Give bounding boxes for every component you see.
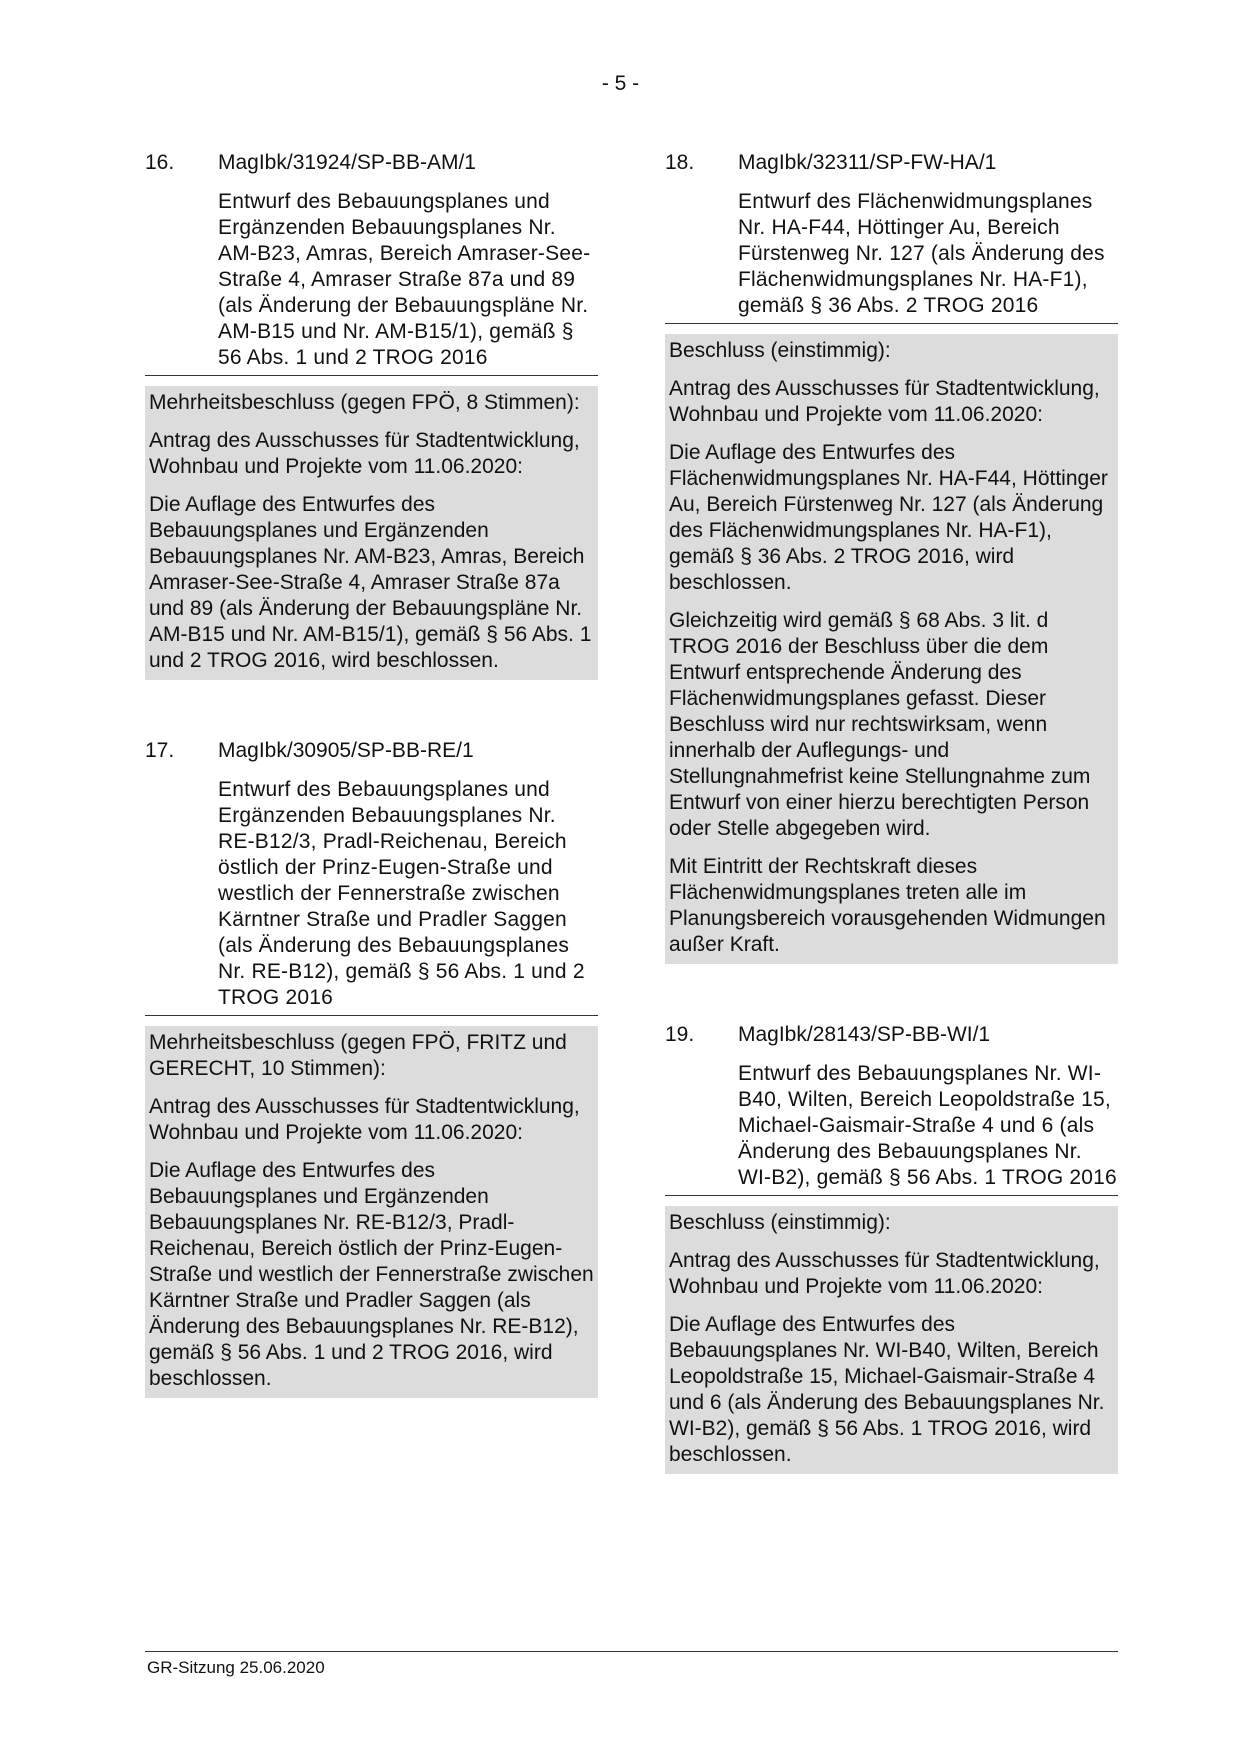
decision-text: Die Auflage des Entwurfes des Bebauungsplanes und Ergänzenden Bebauungsplanes Nr. RE-B12/3, Pradl-Reichenau, Bereich östlich der Prinz-Eugen-Straße und westlich der Fennerstraße zwischen Kärntner Straße und Pradler Saggen (als Änderung des Bebauungsplanes Nr. RE-B12), gemäß § 56 Abs. 1 und 2 TROG 2016, wird beschlossen. <box>149 1159 594 1390</box>
decision-text: Die Auflage des Entwurfes des Flächenwidmungsplanes Nr. HA-F44, Höttinger Au, Bereich Fürstenweg Nr. 127 (als Änderung des Flächenwidmungsplanes Nr. HA-F1), gemäß § 36 Abs. 2 TROG 2016, wird beschlossen. <box>669 441 1108 594</box>
item-number: 18. <box>665 151 695 174</box>
motion: Antrag des Ausschusses für Stadtentwicklung, Wohnbau und Projekte vom 11.06.2020: <box>669 1249 1100 1298</box>
item-number: 19. <box>665 1023 695 1046</box>
motion: Antrag des Ausschusses für Stadtentwicklung, Wohnbau und Projekte vom 11.06.2020: <box>149 1095 580 1144</box>
decision-box <box>665 334 1118 964</box>
footer-divider <box>145 1651 1118 1652</box>
item-number: 16. <box>145 151 175 174</box>
agenda-item-18 <box>665 150 1118 964</box>
divider <box>665 1195 1118 1196</box>
item-reference: MagIbk/31924/SP-BB-AM/1 <box>218 151 476 174</box>
footer-text: GR-Sitzung 25.06.2020 <box>147 1658 325 1677</box>
decision-box <box>145 386 598 680</box>
divider <box>145 1015 598 1016</box>
decision-type: Beschluss (einstimmig): <box>669 339 891 362</box>
motion: Antrag des Ausschusses für Stadtentwicklung, Wohnbau und Projekte vom 11.06.2020: <box>149 429 580 478</box>
motion: Antrag des Ausschusses für Stadtentwicklung, Wohnbau und Projekte vom 11.06.2020: <box>669 377 1100 426</box>
decision-type: Mehrheitsbeschluss (gegen FPÖ, 8 Stimmen): <box>149 391 580 414</box>
decision-box <box>145 1026 598 1398</box>
left-column <box>145 150 598 1456</box>
item-reference: MagIbk/30905/SP-BB-RE/1 <box>218 739 474 762</box>
decision-text-3: Mit Eintritt der Rechtskraft dieses Flächenwidmungsplanes treten alle im Planungsbereich vorausgehenden Widmungen außer Kraft. <box>669 855 1106 956</box>
item-reference: MagIbk/28143/SP-BB-WI/1 <box>738 1023 991 1046</box>
agenda-item-17 <box>145 738 598 1398</box>
divider <box>145 375 598 376</box>
item-number: 17. <box>145 739 175 762</box>
item-description: Entwurf des Bebauungsplanes und Ergänzenden Bebauungsplanes Nr. AM-B23, Amras, Bereich Amraser-See-Straße 4, Amraser Straße 87a und 89 (als Änderung der Bebauungspläne Nr. AM-B15 und Nr. AM-B15/1), gemäß § 56 Abs. 1 und 2 TROG 2016 <box>218 190 591 369</box>
item-description: Entwurf des Flächenwidmungsplanes Nr. HA-F44, Höttinger Au, Bereich Fürstenweg Nr. 127 (als Änderung des Flächenwidmungsplanes Nr. HA-F1), gemäß § 36 Abs. 2 TROG 2016 <box>738 190 1105 317</box>
agenda-item-16 <box>145 150 598 680</box>
decision-type: Beschluss (einstimmig): <box>669 1211 891 1234</box>
right-column <box>665 150 1118 1532</box>
decision-box <box>665 1206 1118 1474</box>
decision-text: Die Auflage des Entwurfes des Bebauungsplanes und Ergänzenden Bebauungsplanes Nr. AM-B23, Amras, Bereich Amraser-See-Straße 4, Amraser Straße 87a und 89 (als Änderung der Bebauungspläne Nr. AM-B15 und Nr. AM-B15/1), gemäß § 56 Abs. 1 und 2 TROG 2016, wird beschlossen. <box>149 493 592 672</box>
page-number: - 5 - <box>601 72 640 95</box>
agenda-item-19 <box>665 1022 1118 1474</box>
decision-text-2: Gleichzeitig wird gemäß § 68 Abs. 3 lit. d TROG 2016 der Beschluss über die dem Entwurf entsprechende Änderung des Flächenwidmungsplanes gefasst. Dieser Beschluss wird nur rechtswirksam, wenn innerhalb der Auflegungs- und Stellungnahmefrist keine Stellungnahme zum Entwurf von einer hierzu berechtigten Person oder Stelle abgegeben wird. <box>669 609 1091 840</box>
item-description: Entwurf des Bebauungsplanes Nr. WI-B40, Wilten, Bereich Leopoldstraße 15, Michael-Gaismair-Straße 4 und 6 (als Änderung des Bebauungsplanes Nr. WI-B2), gemäß § 56 Abs. 1 TROG 2016 <box>738 1062 1117 1189</box>
divider <box>665 323 1118 324</box>
item-reference: MagIbk/32311/SP-FW-HA/1 <box>738 151 997 174</box>
decision-type: Mehrheitsbeschluss (gegen FPÖ, FRITZ und GERECHT, 10 Stimmen): <box>149 1031 567 1080</box>
item-description: Entwurf des Bebauungsplanes und Ergänzenden Bebauungsplanes Nr. RE-B12/3, Pradl-Reichenau, Bereich östlich der Prinz-Eugen-Straße und westlich der Fennerstraße zwischen Kärntner Straße und Pradler Saggen (als Änderung des Bebauungsplanes Nr. RE-B12), gemäß § 56 Abs. 1 und 2 TROG 2016 <box>218 778 585 1009</box>
decision-text: Die Auflage des Entwurfes des Bebauungsplanes Nr. WI-B40, Wilten, Bereich Leopoldstraße 15, Michael-Gaismair-Straße 4 und 6 (als Änderung des Bebauungsplanes Nr. WI-B2), gemäß § 56 Abs. 1 TROG 2016, wird beschlossen. <box>669 1313 1105 1466</box>
